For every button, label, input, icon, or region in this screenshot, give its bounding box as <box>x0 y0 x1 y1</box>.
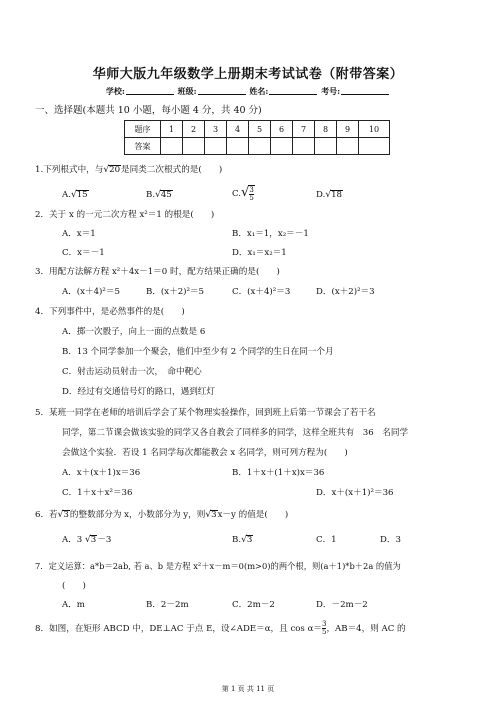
q2-option-b[interactable]: B．x₁＝1，x₂＝－1 <box>232 229 309 239</box>
fraction-numerator: 3 <box>321 620 327 628</box>
q5-option-b[interactable]: B．1＋x＋(1＋x)x＝36 <box>232 468 325 478</box>
answer-table-answer-row <box>125 138 390 155</box>
option-label: D. <box>316 190 326 200</box>
fraction-numerator: 3 <box>249 186 254 194</box>
q4-option-c[interactable]: C．射击运动员射击一次， 命中靶心 <box>62 367 202 377</box>
answer-cell[interactable] <box>293 138 315 155</box>
sqrt-icon: √ <box>155 190 161 200</box>
q1-option-a[interactable] <box>62 190 89 201</box>
question-5-line-1: 5．某班一同学在老师的培训后学会了某个物理实验操作，回到班上后第一节课会了若干名 <box>35 408 376 418</box>
question-number-label: 题序 <box>125 121 161 138</box>
sqrt-icon: √ <box>325 190 332 200</box>
school-blank[interactable] <box>126 86 174 95</box>
q6-text-a: 6．若 <box>35 510 58 520</box>
sqrt-icon: √ <box>57 510 64 520</box>
page-title: 华师大版九年级数学上册期末考试试卷（附带答案） <box>92 67 404 82</box>
question-number: 10 <box>359 121 390 138</box>
fraction-denominator: 5 <box>249 194 254 202</box>
question-1-stem <box>35 165 222 176</box>
q1-text-a: 1.下列根式中，与 <box>35 165 104 175</box>
q5-option-c[interactable]: C．1＋x＋x²＝36 <box>62 488 133 498</box>
q4-option-d[interactable]: D．经过有交通信号灯的路口，遇到红灯 <box>62 387 215 397</box>
q7-option-d[interactable]: D．－2m－2 <box>316 600 368 610</box>
q4-option-b[interactable]: B．13 个同学参加一个聚会，他们中至少有 2 个同学的生日在同一个月 <box>62 347 334 357</box>
question-number: 8 <box>315 121 337 138</box>
option-fraction <box>248 185 254 202</box>
q6-option-c[interactable]: C．1 <box>316 535 337 545</box>
q5-option-a[interactable]: A．x＋(x＋1)x＝36 <box>62 468 141 478</box>
option-text: A．3 <box>62 535 83 545</box>
q8-text-a: 8．如图，在矩形 ABCD 中，DE⊥AC 于点 E，设∠ADE＝α，且 cos α＝ <box>35 624 322 634</box>
answer-table <box>124 120 390 155</box>
q7-option-a[interactable]: A．m <box>62 600 85 610</box>
q3-option-d[interactable]: D．(x＋2)²＝3 <box>316 287 375 297</box>
school-label: 学校: <box>105 86 125 96</box>
page-footer: 第 1 页 共 11 页 <box>221 685 275 693</box>
question-number: 9 <box>337 121 359 138</box>
question-8-stem <box>35 621 406 636</box>
q6-option-b[interactable] <box>232 535 253 546</box>
answer-cell[interactable] <box>249 138 271 155</box>
question-number: 2 <box>183 121 205 138</box>
question-number: 6 <box>271 121 293 138</box>
exam-no-blank[interactable] <box>341 86 389 95</box>
q1-radicand: 20 <box>109 165 121 175</box>
option-label: C. <box>232 189 242 199</box>
q2-option-c[interactable]: C．x＝－1 <box>62 248 105 258</box>
q7-option-c[interactable]: C．2m－2 <box>232 600 275 610</box>
answer-cell[interactable] <box>315 138 337 155</box>
sqrt-icon: √ <box>85 535 91 545</box>
question-3-stem: 3．用配方法解方程 x²＋4x－1＝0 时，配方结果正确的是( ) <box>35 267 280 277</box>
q6-text-c: x－y 的值是( ) <box>217 510 289 520</box>
question-7-line-1: 7．定义运算：a*b＝2ab, 若 a、b 是方程 x²＋x－m＝0(m>0)的两个根，则(a＋1)*b＋2a 的值为 <box>35 561 401 571</box>
q1-option-c[interactable] <box>232 185 255 202</box>
answer-cell[interactable] <box>337 138 359 155</box>
q3-option-c[interactable]: C．(x＋4)²＝3 <box>232 287 291 297</box>
q8-text-b: ，AB＝4，则 AC 的 <box>326 624 406 634</box>
q1-option-b[interactable] <box>146 190 173 201</box>
answer-cell[interactable] <box>359 138 390 155</box>
q1-text-b: 是同类二次根式的是( ) <box>121 165 223 175</box>
q6-text-b: 的整数部分为 x，小数部分为 y，则 <box>69 510 206 520</box>
q7-option-b[interactable]: B．2－2m <box>146 600 189 610</box>
question-number: 1 <box>161 121 183 138</box>
question-number: 3 <box>205 121 227 138</box>
q3-option-a[interactable]: A．(x＋4)²＝5 <box>62 287 120 297</box>
section-heading: 一、选择题(本题共 10 小题，每小题 4 分，共 40 分) <box>35 105 262 116</box>
q1-option-d[interactable] <box>316 190 343 201</box>
question-4-stem: 4．下列事件中，是必然事件的是( ) <box>35 307 185 317</box>
sqrt-icon: √ <box>241 535 247 545</box>
q2-option-d[interactable]: D．x₁＝x₂＝1 <box>232 248 287 258</box>
name-label: 姓名: <box>249 86 269 96</box>
option-radicand: 3 <box>90 535 97 545</box>
option-label: B. <box>146 190 156 200</box>
option-label: B. <box>232 535 242 545</box>
answer-cell[interactable] <box>271 138 293 155</box>
answer-cell[interactable] <box>183 138 205 155</box>
sqrt-icon: √ <box>103 165 110 175</box>
answer-table-header-row <box>125 121 390 138</box>
option-label: A. <box>62 190 71 200</box>
name-blank[interactable] <box>269 86 317 95</box>
q4-option-a[interactable]: A．掷一次骰子，向上一面的点数是 6 <box>62 327 206 337</box>
q3-option-b[interactable]: B．(x＋2)²＝5 <box>146 287 205 297</box>
class-blank[interactable] <box>198 86 246 95</box>
q6-option-a[interactable] <box>62 535 111 546</box>
option-radicand: 3 <box>246 535 253 545</box>
q6-option-d[interactable]: D．3 <box>380 535 401 545</box>
question-7-line-2: ( ) <box>62 581 86 591</box>
answer-label: 答案 <box>125 138 161 155</box>
option-radicand: 18 <box>331 190 343 200</box>
q2-option-a[interactable]: A．x＝1 <box>62 229 96 239</box>
q6-radicand-2: 3 <box>211 510 217 520</box>
exam-no-label: 考号: <box>321 86 341 96</box>
question-number: 5 <box>249 121 271 138</box>
option-radicand: 45 <box>160 190 172 200</box>
answer-cell[interactable] <box>227 138 249 155</box>
q5-option-d[interactable]: D．x＋(x＋1)²＝36 <box>316 488 394 498</box>
q6-radicand: 3 <box>63 510 69 520</box>
class-label: 班级: <box>177 86 197 96</box>
question-number: 4 <box>227 121 249 138</box>
question-5-line-3: 会做这个实验．若设 1 名同学每次都能教会 x 名同学，则可列方程为( ) <box>62 448 348 458</box>
question-number: 7 <box>293 121 315 138</box>
answer-cell[interactable] <box>161 138 183 155</box>
sqrt-icon: √ <box>241 185 250 200</box>
sqrt-icon: √ <box>70 190 77 200</box>
fraction-denominator: 5 <box>321 628 327 636</box>
answer-cell[interactable] <box>205 138 227 155</box>
option-text: －3 <box>97 535 112 545</box>
option-radicand: 15 <box>76 190 88 200</box>
question-5-line-2: 同学，第二节课会做该实验的同学又各自教会了同样多的同学，这样全班共有 36 名同学 <box>62 428 409 438</box>
question-2-stem: 2．关于 x 的一元二次方程 x²＝1 的根是( ) <box>35 210 215 220</box>
sqrt-icon: √ <box>205 510 212 520</box>
student-info-line <box>0 86 496 97</box>
question-6-stem <box>35 510 288 521</box>
